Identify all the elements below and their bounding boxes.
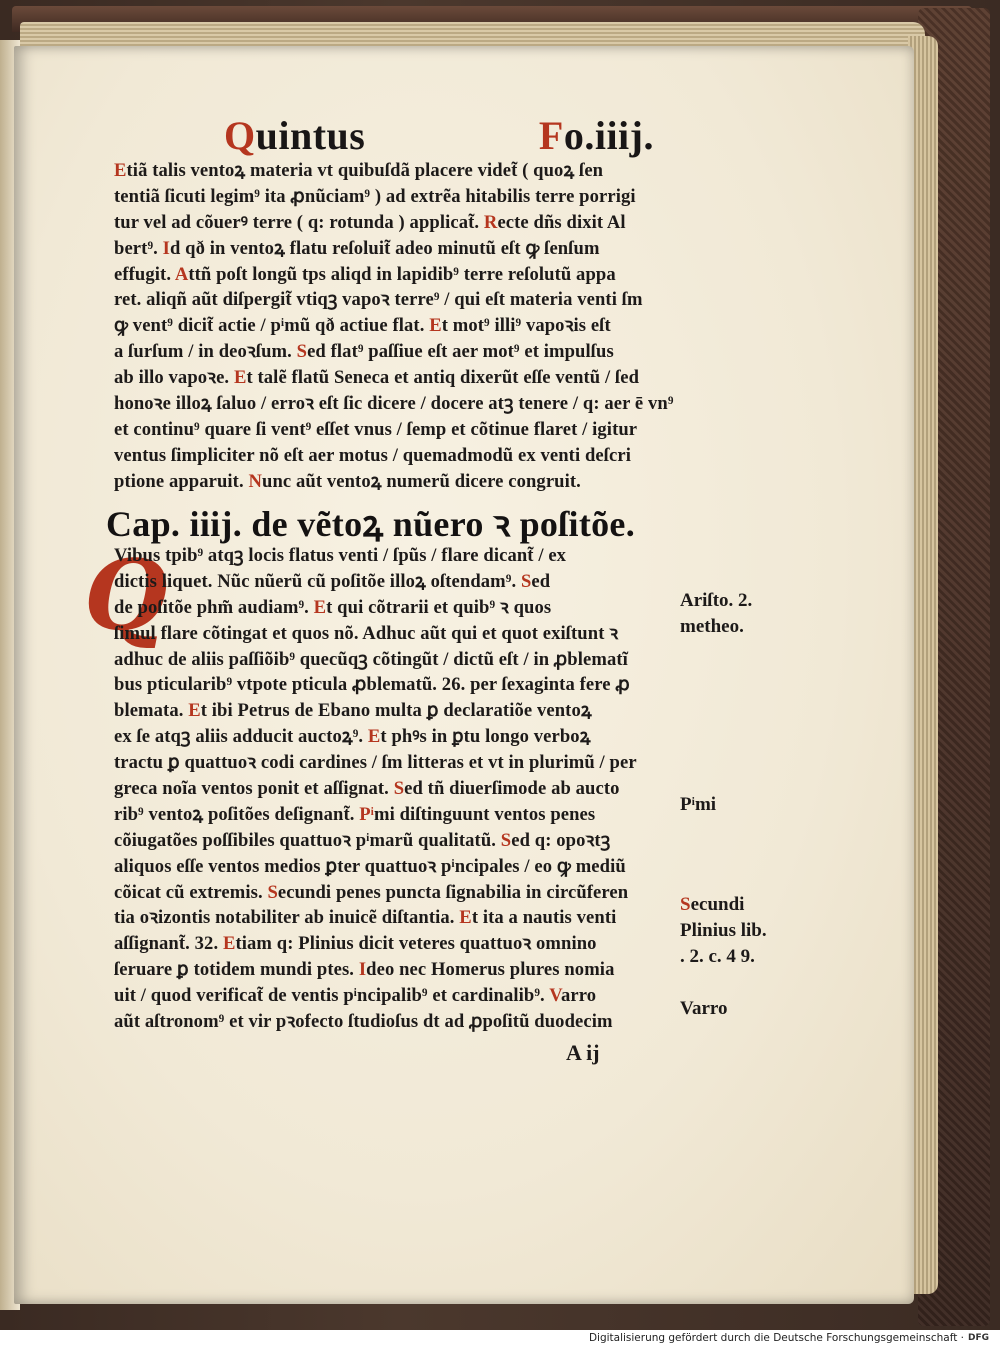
text-line: greca noĩa ventos ponit et aſſignat. Sed tñ diuerſimode ab aucto bbox=[114, 778, 620, 800]
text-line: aſſignant̃. 32. Etiam q: Plinius dicit veteres quattuoꝛ omnino bbox=[114, 933, 597, 955]
margin-note-secundi bbox=[680, 892, 767, 970]
text-line: ab illo vapoꝛe. Et talẽ flatũ Seneca et antiq dixerũt eſſe ventũ / ſed bbox=[114, 367, 640, 389]
margin-note-rubric: S bbox=[680, 894, 691, 915]
text-line: honoꝛe illoꝝ ſaluo / erroꝛ eſt ſic dicere / docere atꝫ tenere / q: aer ē vn⁹ bbox=[114, 393, 674, 415]
text-line: ꝙ vent⁹ dicit̃ actie / pͥmũ qð actiue flat. Et mot⁹ illi⁹ vapoꝛis eſt bbox=[114, 315, 611, 337]
text-line: tur vel ad cõuerꝰ terre ( q: rotunda ) applicat̃. Recte dñs dixit Al bbox=[114, 211, 626, 233]
header-left bbox=[224, 112, 365, 159]
text-line: cõiugatões poſſibiles quattuoꝛ pͥmarũ qualitatũ. Sed q: opoꝛtꝫ bbox=[114, 829, 611, 851]
margin-note-line: Varro bbox=[680, 998, 728, 1019]
text-line: a ſurſum / in deoꝛſum. Sed flat⁹ paſſiue eſt aer mot⁹ et impulſus bbox=[114, 341, 614, 363]
dfg-logo: DFG bbox=[968, 1333, 990, 1343]
text-line: Vibus tpib⁹ atqꝫ locis flatus venti / ſpũs / flare dicant̃ / ex bbox=[114, 545, 567, 566]
footer-bar bbox=[0, 1330, 1000, 1349]
header-right bbox=[539, 112, 654, 159]
paragraph-2 bbox=[114, 543, 674, 1035]
signature-mark: A ij bbox=[566, 1040, 600, 1065]
margin-note-line bbox=[680, 892, 767, 918]
margin-note-aristotle bbox=[680, 588, 752, 640]
text-line: tia oꝛizontis notabiliter ab inuicẽ diſtantia. Et ita a nautis venti bbox=[114, 907, 617, 929]
margin-note-line: Plinius lib. bbox=[680, 920, 767, 941]
header-right-initial: F bbox=[538, 113, 564, 158]
text-line: ptione apparuit. Nunc aũt ventoꝝ numerũ dicere congruit. bbox=[114, 470, 581, 492]
margin-note-line: . 2. c. 4 9. bbox=[680, 946, 755, 967]
text-line: ret. aliqñ aũt diſpergit̃ vtiqꝫ vapoꝛ terre⁹ / qui eſt materia venti ſm bbox=[114, 289, 643, 311]
text-line: Etiã talis ventoꝝ materia vt quibuſdã placere videt̃ ( quoꝝ ſen bbox=[114, 160, 604, 181]
margin-note-text: ecundi bbox=[690, 894, 745, 915]
margin-note-varro bbox=[680, 996, 728, 1022]
decorated-initial: Q bbox=[84, 539, 168, 652]
text-line: uit / quod verificat̃ de ventis pͥncipalib⁹ et cardinalib⁹. Varro bbox=[114, 985, 597, 1007]
bleed-through-decoration bbox=[734, 156, 814, 183]
text-line: ventus ſimpliciter nõ eſt aer motus / quemadmodũ ex venti deſcri bbox=[114, 444, 632, 466]
paragraph-1 bbox=[114, 158, 674, 495]
text-line: ſimul flare cõtingat et quos nõ. Adhuc aũt qui et quot exiſtunt ꝛ bbox=[114, 622, 619, 644]
text-line: ſeruare ꝑ totidem mundi ptes. Ideo nec Homerus plures nomia bbox=[114, 959, 615, 981]
header-right-text: o.iiij. bbox=[563, 113, 654, 158]
text-line: tentiã ſicuti legim⁹ ita ꝓnũciam⁹ ) ad extrẽa hitabilis terre porrigi bbox=[114, 185, 636, 207]
margin-note-line: Ariſto. 2. bbox=[680, 590, 753, 611]
text-line: cõicat cũ extremis. Secundi penes puncta ſignabilia in circũferen bbox=[114, 881, 629, 903]
text-line: aũt aſtronom⁹ et vir pꝛofecto ſtudioſus dt ad ꝓpoſitũ duodecim bbox=[114, 1011, 613, 1033]
chapter-heading: Cap. iiij. de vẽtoꝝ nũero ꝛ poſitõe. bbox=[106, 504, 635, 544]
footer-credit: Digitalisierung gefördert durch die Deutsche Forschungsgemeinschaft · bbox=[588, 1332, 964, 1344]
text-line: effugit. Attñ poſt longũ tps aliqd in lapidib⁹ terre reſolutũ appa bbox=[114, 263, 616, 285]
text-line: ex ſe atqꝫ aliis adducit auctoꝝ⁹. Et phꝰs in ꝑtu longo verboꝝ bbox=[114, 726, 591, 748]
text-line: tractu ꝑ quattuoꝛ codi cardines / ſm litteras et vt in plurimũ / per bbox=[114, 752, 637, 774]
text-line: adhuc de aliis paſſiõib⁹ quecũqꝫ cõtingũt / dictũ eſt / in ꝓblematĩ bbox=[114, 648, 628, 670]
text-line: rib⁹ ventoꝝ poſitões deſignant̃. Pͥmi diſtinguunt ventos penes bbox=[114, 803, 596, 825]
header-left-text: uintus bbox=[255, 113, 366, 158]
margin-note-primi bbox=[680, 792, 716, 818]
text-line: bert⁹. Id qð in ventoꝝ flatu reſoluit̃ adeo minutũ eſt ꝙ ſenſum bbox=[114, 237, 600, 259]
text-line: aliquos eſſe ventos medios ꝑter quattuoꝛ pͥncipales / eo ꝙ mediũ bbox=[114, 855, 626, 877]
text-line: et continu⁹ quare ſi vent⁹ eſſet vnus / ſemp et cõtinue flaret / igitur bbox=[114, 418, 638, 440]
margin-note-line: metheo. bbox=[680, 616, 744, 637]
text-line: de poſitõe phm̃ audiam⁹. Et qui cõtrarii et quib⁹ ꝛ quos bbox=[114, 596, 552, 618]
header-left-initial: Q bbox=[224, 113, 256, 158]
text-line: dictis liquet. Nũc nũerũ cũ poſitõe illoꝝ oſtendam⁹. Sed bbox=[114, 570, 551, 592]
margin-note-line: Pͥmi bbox=[680, 794, 717, 815]
text-line: blemata. Et ibi Petrus de Ebano multa ꝑ declaratiõe ventoꝝ bbox=[114, 700, 592, 722]
text-line: bus pticularib⁹ vtpote pticula ꝓblematũ. 26. per ſexaginta fere ꝓ bbox=[114, 674, 630, 696]
